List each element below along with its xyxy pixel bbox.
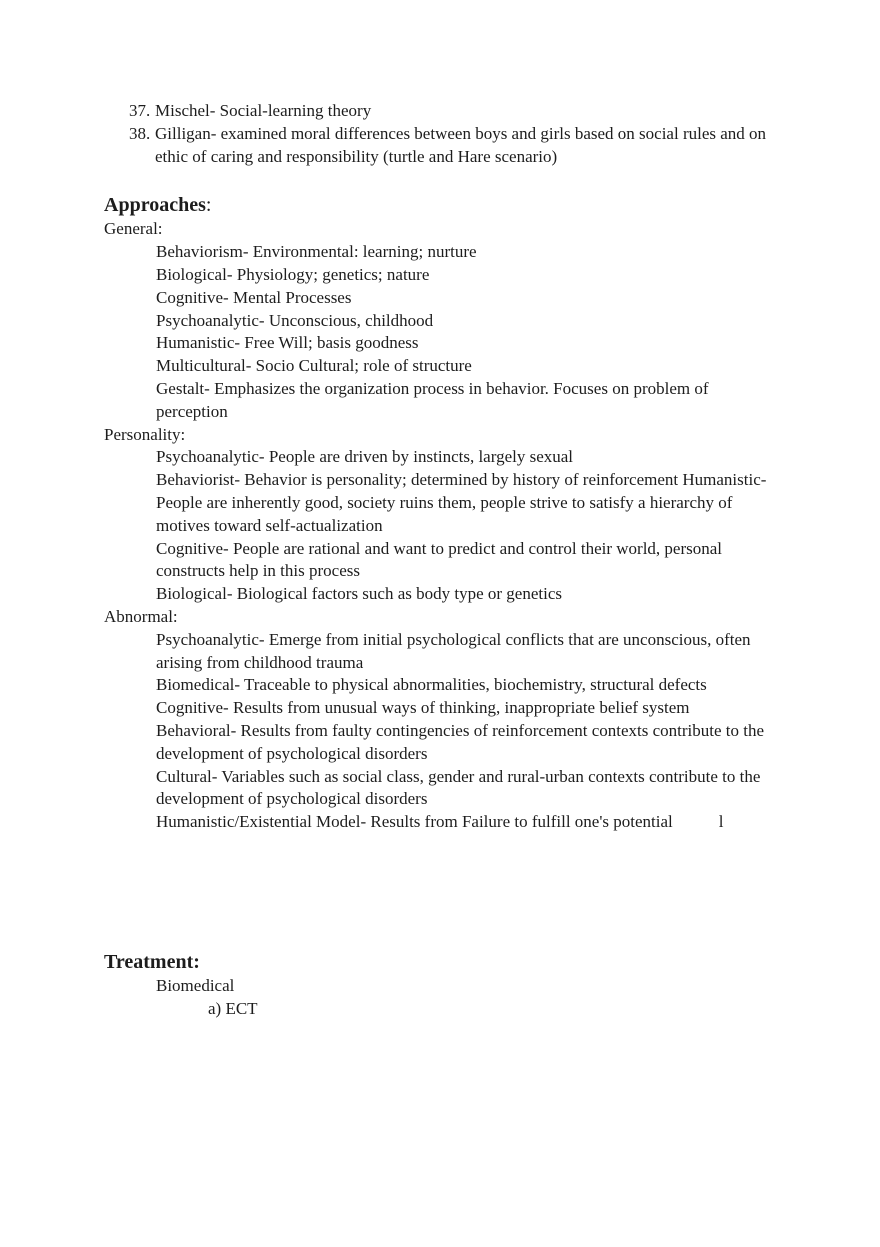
label-personality: Personality: [104, 424, 186, 444]
note-line: Biomedical- Traceable to physical abnormalities, biochemistry, structural defects [156, 675, 707, 695]
note-line: Behaviorism- Environmental: learning; nurture [156, 242, 477, 262]
note-line: development of psychological disorders [156, 789, 428, 809]
list-text: Gilligan- examined moral differences between boys and girls based on social rules and on [155, 123, 767, 143]
note-line: Behavioral- Results from faulty contingencies of reinforcement contexts contribute to the [156, 720, 765, 740]
note-line: Multicultural- Socio Cultural; role of structure [156, 356, 472, 376]
note-line: Psychoanalytic- People are driven by instincts, largely sexual [156, 447, 574, 467]
note-line: Gestalt- Emphasizes the organization process in behavior. Focuses on problem of [156, 378, 709, 398]
note-line: Humanistic/Existential Model- Results from Failure to fulfill one's potential l [104, 811, 780, 834]
list-number: 37. [129, 101, 151, 120]
note-line: development of psychological disorders [156, 743, 428, 763]
heading-approaches [104, 192, 780, 218]
note-line: Biological- Biological factors such as body type or genetics [156, 584, 563, 604]
note-line: Humanistic- Free Will; basis goodness [156, 333, 419, 353]
list-item-38 [104, 123, 780, 146]
heading-colon: : [205, 194, 212, 217]
note-line: arising from childhood trauma [156, 652, 364, 672]
note-line: Cognitive- Results from unusual ways of thinking, inappropriate belief system [156, 698, 690, 718]
document-content [104, 100, 780, 1021]
note-line: Cultural- Variables such as social class, gender and rural-urban contexts contribute to the [156, 766, 761, 786]
heading-treatment [104, 949, 780, 975]
note-line: Biological- Physiology; genetics; nature [156, 264, 430, 284]
note-line: Psychoanalytic- Emerge from initial psychological conflicts that are unconscious, often [156, 629, 751, 649]
note-line: Cognitive- People are rational and want to predict and control their world, personal [156, 538, 723, 558]
label-abnormal: Abnormal: [104, 606, 178, 626]
list-number: 38. [129, 123, 151, 143]
heading-text: Treatment: [104, 950, 200, 973]
list-item-37 [104, 100, 780, 123]
label-general: General: [104, 219, 163, 239]
note-line: Behaviorist- Behavior is personality; determined by history of reinforcement Humanistic- [156, 470, 767, 490]
stray-character: l [718, 812, 724, 832]
note-line: People are inherently good, society ruins them, people strive to satisfy a hierarchy of [156, 492, 733, 512]
note-line: motives toward self-actualization [156, 515, 383, 535]
note-line: constructs help in this process [156, 561, 360, 581]
note-line: a) ECT [208, 998, 258, 1018]
list-text: Mischel- Social-learning theory [155, 101, 372, 120]
heading-text: Approaches [104, 194, 206, 217]
note-line: perception [156, 401, 228, 421]
note-line: Biomedical [156, 975, 235, 995]
note-line: Cognitive- Mental Processes [156, 287, 352, 307]
list-item-38-continuation: ethic of caring and responsibility (turtle and Hare scenario) [155, 146, 558, 166]
note-line: Psychoanalytic- Unconscious, childhood [156, 310, 434, 330]
